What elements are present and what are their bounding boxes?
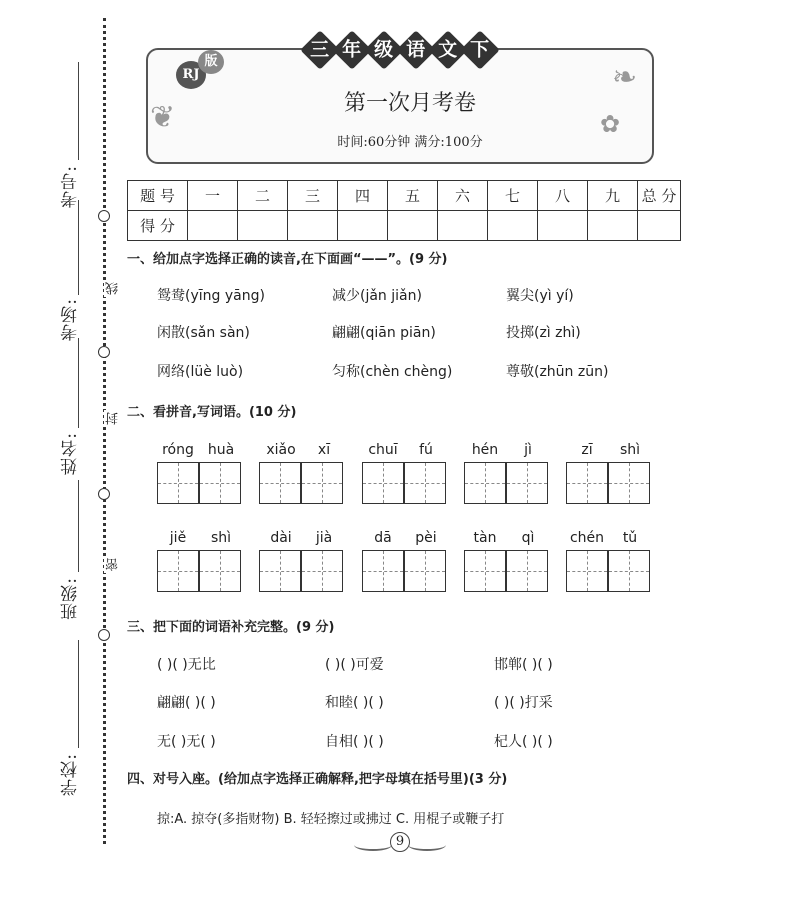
score-cell[interactable] [638,211,681,241]
writing-grid[interactable] [362,462,404,504]
school-line[interactable] [78,640,79,748]
binding-dotted-line [103,18,106,844]
pinyin-label: pèi [415,530,437,546]
reading-item[interactable]: 闲散(sǎn sàn) [157,325,250,341]
pinyin-label: chén [569,530,605,546]
pinyin-label: qì [521,530,535,546]
score-cell[interactable] [338,211,388,241]
idiom-item[interactable]: ( )( )打采 [494,695,553,711]
writing-grid[interactable] [259,462,301,504]
writing-grid[interactable] [506,550,548,592]
exam-info: 时间:60分钟 满分:100分 [337,135,483,150]
floral-ornament-icon: ❦ [150,100,176,135]
table-cell: 六 [438,181,488,211]
edition-badge-rj: RJ [176,61,206,89]
swirl-ornament-icon [354,839,392,851]
seal-line-char: 线 [106,282,121,295]
page-title: 第一次月考卷 [343,91,476,116]
idiom-item[interactable]: ( )( )可爱 [325,657,384,673]
pinyin-label: shì [210,530,232,546]
pinyin-label: tǔ [622,530,638,546]
table-cell: 五 [388,181,438,211]
section3-title: 三、把下面的词语补充完整。(9 分) [127,620,335,635]
writing-grid[interactable] [566,550,608,592]
writing-grid[interactable] [608,462,650,504]
reading-item[interactable]: 尊敬(zhūn zūn) [506,364,609,380]
swirl-ornament-icon [408,839,446,851]
writing-grid[interactable] [157,550,199,592]
table-cell: 四 [338,181,388,211]
writing-grid[interactable] [506,462,548,504]
score-cell[interactable] [388,211,438,241]
writing-grid[interactable] [566,462,608,504]
reading-item[interactable]: 匀称(chèn chèng) [332,364,453,380]
score-cell[interactable] [188,211,238,241]
score-cell[interactable] [538,211,588,241]
table-cell: 总 分 [638,181,681,211]
definition-options: 掠:A. 掠夺(多指财物) B. 轻轻擦过或拂过 C. 用棍子或鞭子打 [157,812,505,827]
table-cell: 七 [488,181,538,211]
label-exam-number: 考号: [61,165,81,208]
pinyin-label: tàn [473,530,497,546]
pinyin-label: dài [270,530,292,546]
banner-char: 级 [374,38,394,61]
pinyin-label: xī [317,442,331,458]
section4-title: 四、对号入座。(给加点字选择正确解释,把字母填在括号里)(3 分) [127,772,508,787]
pinyin-label: jià [315,530,333,546]
seal-seal-char: 封 [106,412,121,425]
score-table-header-row [128,181,681,211]
table-cell: 得 分 [128,211,188,241]
writing-grid[interactable] [199,462,241,504]
pinyin-label: róng [162,442,194,458]
score-cell[interactable] [288,211,338,241]
table-cell: 题 号 [128,181,188,211]
reading-item[interactable]: 投掷(zì zhì) [506,325,581,341]
idiom-item[interactable]: ( )( )无比 [157,657,216,673]
score-cell[interactable] [588,211,638,241]
writing-grid[interactable] [464,550,506,592]
score-table-row [128,211,681,241]
table-cell: 八 [538,181,588,211]
writing-grid[interactable] [464,462,506,504]
idiom-item[interactable]: 和睦( )( ) [325,695,384,711]
banner-char: 年 [342,38,362,61]
pinyin-label: jiě [169,530,187,546]
writing-grid[interactable] [301,550,343,592]
idiom-item[interactable]: 无( )无( ) [157,734,216,750]
page-number-ornament [352,832,448,856]
seal-secret-char: 密 [106,558,121,571]
section2-title: 二、看拼音,写词语。(10 分) [127,405,297,420]
binding-hole [98,346,110,358]
label-exam-room: 考场: [61,298,81,341]
grade-banner [300,36,500,66]
class-line[interactable] [78,480,79,572]
label-name: 姓名: [61,432,81,475]
idiom-item[interactable]: 邯郸( )( ) [494,657,553,673]
reading-item[interactable]: 翼尖(yì yí) [506,288,574,304]
binding-hole [98,629,110,641]
writing-grid[interactable] [404,462,446,504]
writing-grid[interactable] [259,550,301,592]
writing-grid[interactable] [608,550,650,592]
label-school: 学校: [61,753,81,796]
banner-char: 下 [470,38,490,61]
exam-room-line[interactable] [78,200,79,295]
page-number: 9 [390,832,410,852]
pinyin-label: xiǎo [266,442,296,458]
table-cell: 九 [588,181,638,211]
idiom-item[interactable]: 自相( )( ) [325,734,384,750]
reading-item[interactable]: 减少(jǎn jiǎn) [332,288,422,304]
banner-char: 三 [310,38,330,61]
idiom-item[interactable]: 杞人( )( ) [494,734,553,750]
reading-item[interactable]: 翩翩(qiān piān) [332,325,436,341]
score-cell[interactable] [488,211,538,241]
writing-grid[interactable] [362,550,404,592]
name-line[interactable] [78,338,79,428]
pinyin-label: chuī [368,442,398,458]
pinyin-label: zī [581,442,593,458]
floral-ornament-icon: ❧ [612,60,638,95]
floral-ornament-icon: ✿ [600,110,621,138]
exam-number-line[interactable] [78,62,79,160]
pinyin-label: huà [207,442,235,458]
table-cell: 二 [238,181,288,211]
binding-hole [98,210,110,222]
score-cell[interactable] [438,211,488,241]
score-table [127,180,681,241]
reading-item[interactable]: 网络(lüè luò) [157,364,244,380]
pinyin-label: fú [419,442,433,458]
edition-badge-ban: 版 [198,50,224,74]
reading-item[interactable]: 鸳鸯(yīng yāng) [157,288,265,304]
pinyin-label: hén [471,442,499,458]
banner-char: 文 [438,38,458,61]
table-cell: 三 [288,181,338,211]
pinyin-label: dā [374,530,392,546]
idiom-item[interactable]: 翩翩( )( ) [157,695,216,711]
writing-grid[interactable] [301,462,343,504]
writing-grid[interactable] [199,550,241,592]
binding-hole [98,488,110,500]
pinyin-label: shì [619,442,641,458]
banner-char: 语 [406,38,426,61]
score-cell[interactable] [238,211,288,241]
writing-grid[interactable] [404,550,446,592]
section1-title: 一、给加点字选择正确的读音,在下面画“——”。(9 分) [127,252,448,267]
writing-grid[interactable] [157,462,199,504]
label-class: 班级: [61,577,81,620]
table-cell: 一 [188,181,238,211]
pinyin-label: jì [524,442,532,458]
